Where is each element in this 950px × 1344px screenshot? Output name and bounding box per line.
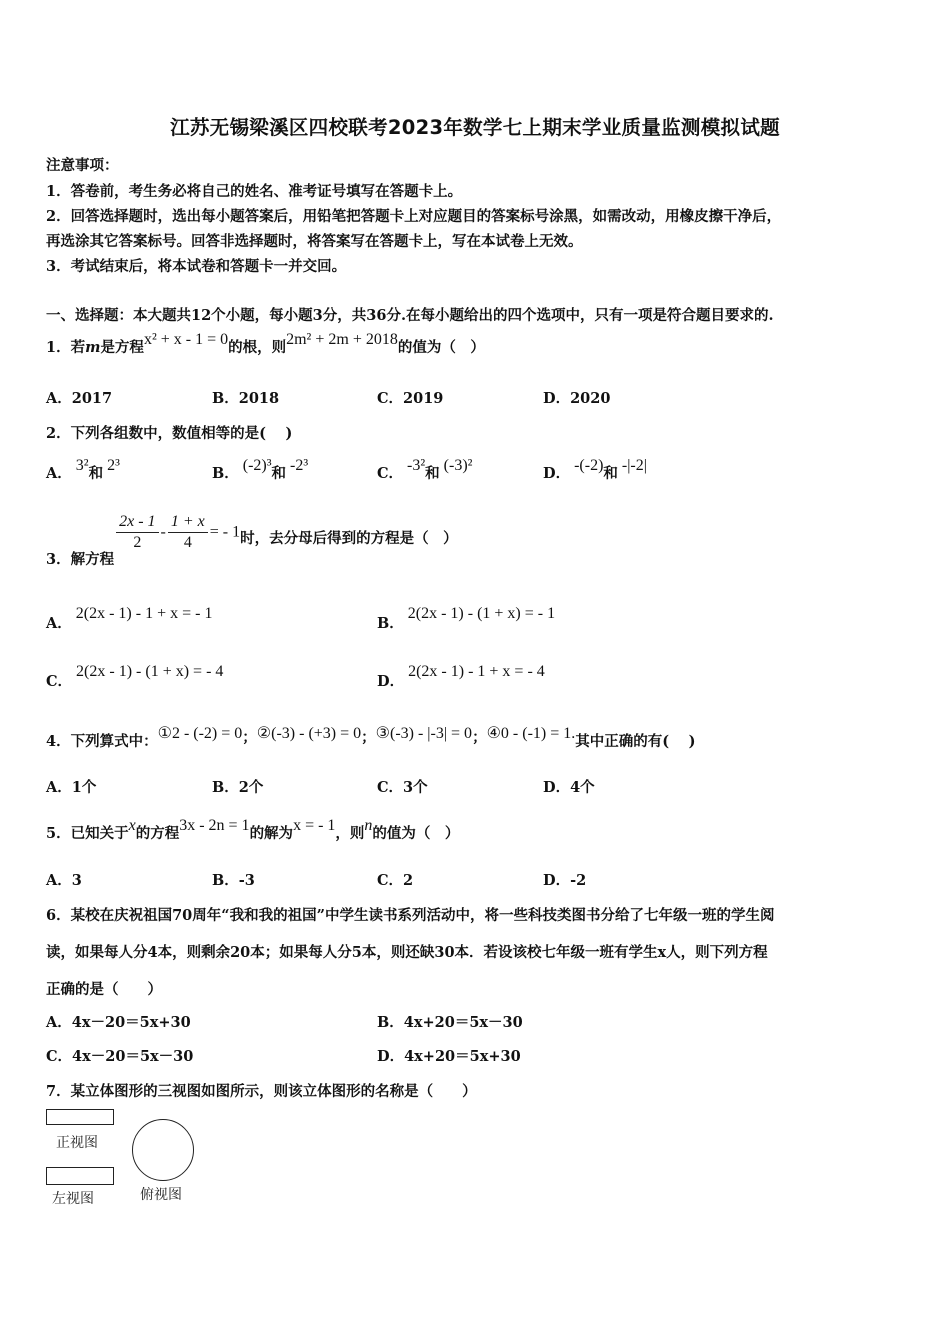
q3-option-a[interactable]: [46, 602, 213, 632]
page-title: 江苏无锡梁溪区四校联考2023年数学七上期末学业质量监测模拟试题: [170, 116, 780, 139]
q5-equation: 3x - 2n = 1: [179, 817, 250, 834]
q1-option-a[interactable]: A．2017: [46, 390, 113, 407]
q1-expression: 2m² + 2m + 2018: [286, 331, 398, 348]
q2-b-expr1: (-2)³: [242, 457, 272, 474]
q2-a-expr1: 3²: [75, 457, 89, 474]
q3-option-c[interactable]: [46, 660, 224, 690]
question-1: [46, 331, 485, 357]
left-view-rectangle: [46, 1167, 114, 1185]
q2-and: 和: [603, 465, 618, 482]
q3-fraction-1: [116, 512, 158, 553]
q3-d-label: D．: [377, 673, 405, 690]
q2-c-expr1: -3²: [407, 457, 426, 474]
q2-and: 和: [88, 465, 104, 482]
q3-option-b[interactable]: [377, 602, 556, 632]
q6-option-d[interactable]: D．4x+20＝5x+30: [377, 1048, 521, 1065]
top-view-circle: [132, 1119, 194, 1181]
notice-heading: 注意事项：: [46, 157, 119, 174]
q2-a-expr2: 2³: [107, 457, 120, 474]
q5-option-d[interactable]: D．-2: [543, 872, 587, 889]
q3-frac1-den: 2: [133, 534, 142, 551]
q2-option-d[interactable]: [543, 457, 647, 483]
q4-expr-1: ①2 - (-2) = 0: [157, 725, 243, 742]
q2-and: 和: [425, 465, 440, 482]
q4-expr-2: ②(-3) - (+3) = 0: [256, 725, 362, 742]
q3-rhs: = - 1: [209, 523, 241, 541]
question-6-line-1: 6．某校在庆祝祖国70周年“我和我的祖国”中学生读书系列活动中，将一些科技类图书分给了七年级一班的学生阅: [46, 907, 775, 924]
q4-post: 其中正确的有( ): [575, 733, 696, 750]
q4-option-b[interactable]: B．2个: [212, 779, 264, 796]
q4-sep: ；: [242, 729, 257, 746]
left-view-label: 左视图: [52, 1191, 94, 1207]
q4-expr-4: ④0 - (-1) = 1.: [486, 725, 576, 742]
q3-minus: -: [160, 523, 166, 541]
q4-option-a[interactable]: A．1个: [46, 779, 97, 796]
question-2: 2．下列各组数中，数值相等的是( ): [46, 425, 293, 442]
q4-pre: 4．下列算式中：: [46, 733, 158, 750]
q4-expr-3: ③(-3) - |-3| = 0: [375, 725, 473, 742]
q2-c-expr2: (-3)²: [443, 457, 473, 474]
q1-option-c[interactable]: C．2019: [377, 390, 444, 407]
q6-option-c[interactable]: C．4x－20＝5x－30: [46, 1048, 194, 1065]
question-6-line-2: 读，如果每人分4本，则剩余20本；如果每人分5本，则还缺30本．若设该校七年级一班有学生x人，则下列方程: [46, 944, 768, 961]
q3-frac2-den: 4: [183, 534, 192, 551]
q1-post: 的值为（ ）: [397, 339, 485, 356]
q3-pre: 3．解方程: [46, 550, 115, 568]
question-3: [46, 512, 458, 568]
q1-equation: x² + x - 1 = 0: [143, 331, 229, 348]
q2-and: 和: [271, 465, 287, 482]
q2-d-expr1: -(-2): [574, 457, 604, 474]
question-6-line-3: 正确的是（ ）: [46, 981, 162, 998]
q4-sep: ；: [361, 729, 376, 746]
q3-c-label: C．: [46, 673, 73, 690]
q2-d-expr2: -|-2|: [621, 457, 647, 474]
q1-option-d[interactable]: D．2020: [543, 390, 611, 407]
q1-pre: 1．若: [46, 339, 86, 356]
q1-mid1: 是方程: [100, 339, 144, 356]
q6-option-b[interactable]: B．4x+20＝5x－30: [377, 1014, 523, 1031]
q3-d-equation: 2(2x - 1) - 1 + x = - 4: [408, 663, 545, 680]
q2-option-a[interactable]: [46, 457, 120, 483]
q3-a-equation: 2(2x - 1) - 1 + x = - 1: [75, 605, 213, 622]
q1-option-b[interactable]: B．2018: [212, 390, 280, 407]
q3-b-label: B．: [377, 615, 404, 632]
q5-post: 的值为（ ）: [372, 825, 460, 842]
q5-option-a[interactable]: A．3: [46, 872, 82, 889]
q5-mid3: ，则: [335, 825, 365, 842]
question-5: [46, 817, 460, 843]
q2-a-label: A．: [46, 465, 72, 482]
q2-d-label: D．: [543, 465, 571, 482]
notice-item-2a: 2．回答选择题时，选出每小题答案后，用铅笔把答题卡上对应题目的答案标号涂黑，如需改动，用橡皮擦干净后，: [46, 208, 782, 225]
q5-option-b[interactable]: B．-3: [212, 872, 255, 889]
q1-mid2: 的根，则: [228, 339, 287, 356]
question-7: 7．某立体图形的三视图如图所示，则该立体图形的名称是（ ）: [46, 1083, 477, 1100]
notice-item-2b: 再选涂其它答案标号。回答非选择题时，将答案写在答题卡上，写在本试卷上无效。: [46, 233, 583, 250]
top-view-label: 俯视图: [140, 1187, 182, 1203]
q5-option-c[interactable]: C．2: [377, 872, 414, 889]
q3-c-equation: 2(2x - 1) - (1 + x) = - 4: [76, 663, 224, 680]
q2-c-label: C．: [377, 465, 404, 482]
q4-option-d[interactable]: D．4个: [543, 779, 595, 796]
section-heading: 一、选择题：本大题共12个小题，每小题3分，共36分.在每小题给出的四个选项中，只有一项是符合题目要求的.: [46, 307, 774, 324]
q2-option-c[interactable]: [377, 457, 473, 483]
q5-solution: x = - 1: [293, 817, 336, 834]
q3-fraction-2: [168, 512, 208, 553]
q2-b-label: B．: [212, 465, 239, 482]
q3-option-d[interactable]: [377, 660, 545, 690]
q5-pre: 5．已知关于: [46, 825, 129, 842]
q5-mid1: 的方程: [135, 825, 180, 842]
question-4: [46, 725, 696, 750]
q5-mid2: 的解为: [249, 825, 294, 842]
q4-option-c[interactable]: C．3个: [377, 779, 428, 796]
q3-frac1-num: 2x - 1: [116, 512, 158, 533]
q2-option-b[interactable]: [212, 457, 309, 483]
front-view-label: 正视图: [56, 1135, 98, 1151]
q3-frac2-num: 1 + x: [168, 512, 208, 533]
front-view-rectangle: [46, 1109, 114, 1125]
q4-sep: ；: [472, 729, 487, 746]
q5-var-x: x: [128, 817, 136, 834]
q5-var-n: n: [364, 817, 373, 834]
q3-post: 时，去分母后得到的方程是（ ）: [240, 529, 458, 547]
q3-a-label: A．: [46, 615, 72, 632]
q2-b-expr2: -2³: [290, 457, 309, 474]
notice-item-3: 3．考试结束后，将本试卷和答题卡一并交回。: [46, 258, 347, 275]
q1-var: m: [85, 339, 101, 356]
q3-b-equation: 2(2x - 1) - (1 + x) = - 1: [407, 605, 556, 622]
q6-option-a[interactable]: A．4x－20＝5x+30: [46, 1014, 191, 1031]
notice-item-1: 1．答卷前，考生务必将自己的姓名、准考证号填写在答题卡上。: [46, 183, 463, 200]
